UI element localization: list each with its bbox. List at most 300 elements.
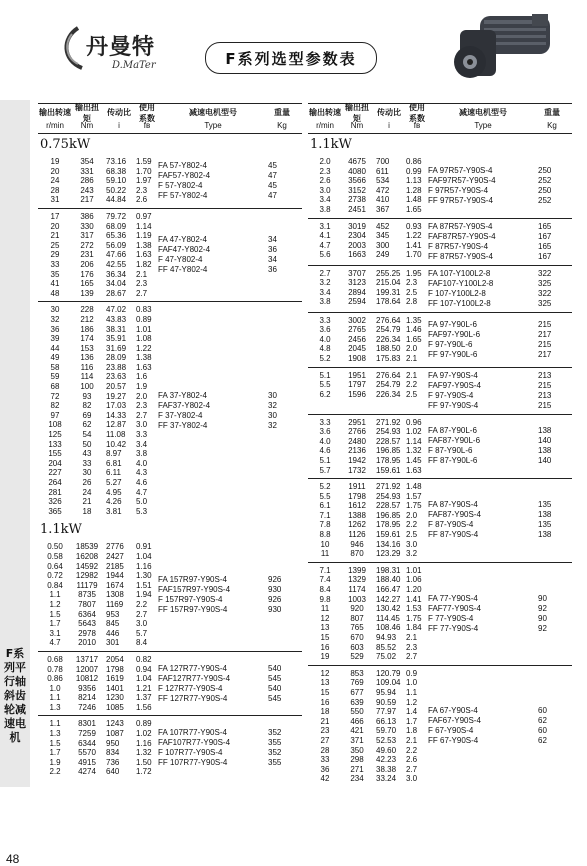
motor-row [158, 748, 296, 758]
motor-row [428, 289, 566, 299]
cell-torque: 116 [80, 362, 94, 372]
cell-speed: 0.68 [47, 654, 63, 664]
motor-row [158, 421, 296, 431]
cell-ratio: 611 [376, 166, 389, 176]
cell-ratio: 1085 [106, 702, 124, 712]
cell-torque: 2766 [348, 427, 366, 437]
motor-type: F 127R77-Y90S-4 [158, 683, 223, 693]
cell-ratio: 700 [376, 157, 390, 166]
cell-speed: 1.2 [49, 599, 61, 609]
cell-speed: 1.1 [49, 719, 61, 729]
cell-factor: 4.3 [136, 468, 148, 478]
cell-ratio: 1308 [106, 590, 124, 600]
col-factor [406, 222, 428, 262]
cell-ratio: 271.92 [376, 482, 401, 492]
motor-weight: 165 [538, 241, 552, 251]
cell-ratio: 85.52 [376, 642, 397, 652]
motor-type: FF 47-Y802-4 [158, 265, 208, 275]
col-torque [72, 542, 102, 648]
cell-speed: 13 [320, 678, 330, 688]
motor-weight: 62 [538, 736, 547, 746]
power-section [38, 134, 302, 519]
motor-list [428, 371, 566, 411]
cell-torque: 114 [80, 372, 94, 382]
cell-torque: 8301 [78, 719, 96, 729]
cell-factor: 8.4 [136, 638, 148, 648]
cell-ratio: 130.42 [376, 604, 401, 614]
cell-torque: 2010 [78, 638, 96, 648]
motor-list [428, 482, 566, 559]
cell-ratio: 120.79 [376, 668, 401, 678]
cell-torque: 421 [350, 726, 364, 736]
cell-torque: 6364 [78, 609, 96, 619]
motor-type: FAF97R57-Y90S-4 [428, 175, 496, 185]
model-group [38, 651, 302, 716]
header-motor: 减速电机型号 [459, 108, 507, 117]
motor-weight: 322 [538, 268, 552, 278]
motor-type: FAF107R77-Y90S-4 [158, 738, 231, 748]
cell-factor: 1.37 [136, 693, 152, 703]
col-torque [342, 157, 372, 215]
cell-speed: 5.1 [319, 370, 331, 380]
model-group [308, 478, 572, 562]
cell-factor: 2.1 [406, 370, 418, 380]
cell-speed: 4.0 [319, 334, 331, 344]
cell-ratio: 254.93 [376, 491, 401, 501]
motor-row [428, 330, 566, 340]
cell-ratio: 446 [106, 628, 120, 638]
cell-ratio: 36.34 [106, 269, 127, 279]
cell-ratio: 108.46 [376, 623, 401, 633]
motor-type: F 87-Y90L-6 [428, 446, 473, 456]
cell-torque: 3019 [348, 221, 366, 231]
cell-torque: 165 [80, 279, 94, 289]
cell-speed: 59 [50, 372, 60, 382]
motor-row [428, 232, 566, 242]
cell-torque: 7807 [78, 599, 96, 609]
motor-type: FAF107-Y100L2-8 [428, 278, 494, 288]
motor-weight: 213 [538, 370, 552, 380]
motor-type: FA 57-Y802-4 [158, 160, 207, 170]
cell-ratio: 42.55 [106, 259, 127, 269]
cell-factor: 4.0 [136, 458, 148, 468]
col-factor [406, 316, 428, 364]
motor-weight: 250 [538, 185, 552, 195]
col-factor [406, 418, 428, 476]
cell-speed: 82 [50, 401, 60, 411]
cell-factor: 0.94 [136, 664, 152, 674]
cell-speed: 12 [320, 613, 330, 623]
cell-factor: 1.14 [136, 221, 152, 231]
model-group [308, 665, 572, 787]
cell-torque: 2951 [348, 417, 366, 427]
cell-torque: 386 [80, 211, 94, 221]
cell-torque: 272 [80, 240, 94, 250]
motor-weight: 32 [268, 420, 277, 430]
motor-weight: 140 [538, 456, 552, 466]
cell-speed: 41 [50, 279, 60, 289]
col-speed [38, 157, 72, 205]
cell-torque: 946 [350, 539, 364, 549]
motor-type: F 97-Y90L-6 [428, 339, 473, 349]
cell-speed: 3.6 [319, 427, 331, 437]
cell-factor: 1.41 [406, 240, 422, 250]
cell-factor: 5.0 [136, 497, 148, 507]
brand-name: 丹曼特 [86, 34, 156, 60]
motor-weight: 138 [538, 530, 552, 540]
motor-row [158, 664, 296, 674]
cell-torque: 2480 [348, 436, 366, 446]
cell-torque: 670 [350, 633, 364, 642]
cell-speed: 6.2 [319, 389, 331, 399]
cell-speed: 16 [320, 697, 330, 707]
cell-factor: 2.5 [406, 530, 418, 540]
motor-weight: 47 [268, 190, 277, 200]
cell-speed: 281 [48, 487, 62, 497]
motor-row [428, 176, 566, 186]
motor-row [428, 196, 566, 206]
motor-type: F 77-Y90S-4 [428, 613, 474, 623]
cell-torque: 2304 [348, 231, 366, 241]
cell-factor: 2.3 [406, 278, 418, 288]
motor-weight: 36 [268, 245, 277, 255]
cell-ratio: 3.81 [106, 506, 122, 516]
cell-speed: 11 [320, 549, 330, 559]
header-speed: 输出转速 [309, 108, 341, 117]
header-weight: 重量 [274, 108, 290, 117]
cell-torque: 1908 [348, 353, 366, 363]
cell-factor: 1.9 [136, 382, 148, 392]
motor-weight: 540 [268, 663, 282, 673]
cell-speed: 264 [48, 478, 62, 487]
col-ratio [372, 669, 406, 784]
cell-factor: 0.89 [136, 719, 152, 729]
cell-torque: 6344 [78, 738, 96, 748]
cell-factor: 2.2 [406, 745, 418, 755]
cell-factor: 2.2 [406, 520, 418, 530]
page-number: 48 [6, 852, 20, 866]
col-ratio [102, 212, 136, 298]
cell-ratio: 226.34 [376, 334, 401, 344]
motor-type: FF 127R77-Y90S-4 [158, 693, 228, 703]
cell-ratio: 34.04 [106, 279, 127, 289]
cell-torque: 2594 [348, 297, 366, 307]
cell-speed: 15 [320, 687, 330, 697]
cell-torque: 2978 [78, 628, 96, 638]
motor-type: FF 97-Y90S-4 [428, 400, 479, 410]
cell-torque: 186 [80, 324, 94, 334]
cell-speed: 49 [50, 353, 60, 363]
cell-factor: 2.0 [406, 344, 418, 354]
cell-ratio: 2054 [106, 654, 124, 664]
col-ratio [372, 418, 406, 476]
cell-ratio: 142.27 [376, 594, 401, 604]
motor-row [428, 340, 566, 350]
cell-torque: 3123 [348, 278, 366, 288]
power-title: 1.1kW [310, 137, 352, 152]
cell-factor: 1.0 [406, 678, 418, 688]
motor-weight: 45 [268, 180, 277, 190]
cell-speed: 6.1 [319, 501, 331, 511]
cell-speed: 58 [50, 362, 60, 372]
cell-torque: 217 [80, 195, 94, 205]
cell-ratio: 17.03 [106, 401, 127, 411]
brand-logo [60, 20, 190, 76]
cell-factor: 1.45 [406, 455, 422, 465]
cell-torque: 603 [350, 642, 364, 652]
motor-type: FAF37-Y802-4 [158, 400, 211, 410]
motor-list [428, 157, 566, 215]
cell-speed: 1.3 [49, 702, 61, 712]
cell-torque: 4080 [348, 166, 366, 176]
cell-factor: 1.53 [406, 604, 422, 614]
motor-weight: 140 [538, 436, 552, 446]
motor-weight: 92 [538, 623, 547, 633]
motor-row [428, 426, 566, 436]
motor-type: FA 97-Y90L-6 [428, 319, 477, 329]
cell-speed: 12 [320, 668, 330, 678]
motor-weight: 215 [538, 400, 552, 410]
cell-torque: 1388 [348, 510, 366, 520]
cell-torque: 2003 [348, 240, 366, 250]
header-ratio: 传动比 [377, 108, 401, 117]
motor-weight: 138 [538, 426, 552, 436]
motor-row [158, 161, 296, 171]
cell-speed: 18 [320, 707, 330, 717]
motor-type: F 107R77-Y90S-4 [158, 748, 223, 758]
cell-ratio: 367 [376, 204, 390, 214]
model-group [308, 154, 572, 218]
header-labels [308, 102, 572, 123]
cell-speed: 11 [320, 604, 330, 614]
cell-factor: 1.70 [406, 250, 422, 260]
cell-speed: 36 [320, 764, 330, 774]
cell-torque: 1911 [348, 482, 366, 492]
cell-speed: 97 [50, 410, 60, 420]
header-factor: 使用系数 [409, 102, 425, 123]
cell-speed: 1.3 [49, 729, 61, 739]
col-speed [308, 482, 342, 559]
cell-ratio: 166.47 [376, 585, 401, 595]
cell-torque: 136 [80, 353, 94, 363]
header-motor: 减速电机型号 [189, 108, 237, 117]
cell-factor: 2.8 [406, 297, 418, 307]
cell-speed: 133 [48, 439, 62, 449]
motor-type: FAF47-Y802-4 [158, 245, 211, 255]
motor-row [158, 181, 296, 191]
cell-torque: 1663 [348, 250, 366, 260]
cell-factor: 2.7 [136, 609, 148, 619]
cell-ratio: 68.38 [106, 166, 127, 176]
cell-torque: 12007 [75, 664, 99, 674]
cell-speed: 28 [320, 745, 330, 755]
cell-torque: 920 [350, 604, 364, 614]
cell-torque: 4915 [78, 757, 96, 767]
motor-weight: 60 [538, 706, 547, 716]
cell-factor: 1.59 [136, 157, 152, 166]
motor-type: FA 67-Y90S-4 [428, 706, 478, 716]
motor-weight: 90 [538, 613, 547, 623]
cell-torque: 139 [80, 288, 94, 298]
cell-speed: 5.7 [319, 465, 331, 475]
cell-speed: 31 [50, 195, 60, 205]
cell-factor: 0.82 [136, 654, 152, 664]
motor-row [428, 269, 566, 279]
motor-row [158, 738, 296, 748]
model-group [308, 562, 572, 665]
cell-speed: 0.84 [47, 580, 63, 590]
motor-weight: 352 [268, 748, 282, 758]
cell-torque: 331 [80, 166, 94, 176]
cell-ratio: 188.40 [376, 575, 401, 585]
motor-weight: 213 [538, 390, 552, 400]
motor-row [428, 520, 566, 530]
cell-factor: 2.7 [136, 410, 148, 420]
motor-weight: 545 [268, 673, 282, 683]
motor-list [158, 719, 296, 777]
cell-torque: 466 [350, 716, 364, 726]
motor-type: FA 87-Y90S-4 [428, 500, 478, 510]
cell-torque: 10812 [75, 674, 99, 684]
cell-speed: 8.4 [319, 585, 331, 595]
motor-weight: 926 [268, 595, 282, 605]
cell-ratio: 178.95 [376, 520, 401, 530]
motor-row [428, 456, 566, 466]
cell-speed: 1.9 [49, 757, 61, 767]
cell-speed: 25 [50, 240, 60, 250]
cell-ratio: 43.83 [106, 314, 127, 324]
cell-torque: 2765 [348, 325, 366, 335]
col-speed [308, 371, 342, 411]
motor-row [158, 191, 296, 201]
motor-row [428, 166, 566, 176]
header-torque: 输出扭矩 [75, 102, 99, 123]
cell-torque: 5570 [78, 748, 96, 758]
cell-factor: 2.0 [136, 391, 148, 401]
cell-torque: 14592 [75, 561, 99, 571]
motor-weight: 45 [268, 160, 277, 170]
cell-torque: 12982 [75, 571, 99, 581]
motor-row [158, 595, 296, 605]
cell-factor: 2.1 [136, 269, 148, 279]
cell-ratio: 199.31 [376, 287, 401, 297]
cell-speed: 30 [50, 305, 60, 315]
cell-ratio: 56.09 [106, 240, 127, 250]
col-torque [72, 212, 102, 298]
model-group [308, 312, 572, 367]
motor-list [158, 212, 296, 298]
cell-ratio: 23.88 [106, 362, 127, 372]
cell-factor: 1.08 [136, 334, 152, 344]
cell-factor: 1.6 [136, 372, 148, 382]
cell-ratio: 65.36 [106, 231, 127, 241]
cell-factor: 1.06 [406, 575, 422, 585]
cell-speed: 2.7 [319, 268, 331, 278]
motor-row [428, 706, 566, 716]
cell-speed: 19 [320, 652, 330, 662]
cell-ratio: 123.29 [376, 549, 401, 559]
motor-weight: 167 [538, 251, 552, 261]
cell-factor: 3.4 [136, 439, 148, 449]
cell-ratio: 228.57 [376, 501, 401, 511]
cell-ratio: 1243 [106, 719, 124, 729]
col-ratio [372, 269, 406, 309]
cell-factor: 2.7 [406, 764, 418, 774]
cell-factor: 0.9 [406, 668, 418, 678]
cell-torque: 231 [80, 250, 94, 260]
right-column [308, 103, 572, 787]
cell-factor: 1.7 [406, 716, 418, 726]
col-ratio [372, 371, 406, 411]
col-speed [308, 269, 342, 309]
power-section [38, 519, 302, 780]
cell-factor: 3.0 [136, 619, 148, 629]
cell-speed: 7.1 [319, 565, 331, 575]
motor-weight: 60 [538, 726, 547, 736]
cell-factor: 1.22 [406, 231, 422, 241]
cell-torque: 1951 [348, 370, 366, 380]
cell-factor: 1.82 [136, 259, 152, 269]
model-group [308, 218, 572, 265]
cell-ratio: 950 [106, 738, 120, 748]
motor-type: FA 47-Y802-4 [158, 235, 207, 245]
col-factor [136, 212, 158, 298]
motor-type: FA 37-Y802-4 [158, 390, 207, 400]
cell-torque: 2738 [348, 195, 366, 205]
cell-speed: 227 [48, 468, 62, 478]
cell-factor: 3.0 [406, 774, 418, 784]
cell-torque: 100 [80, 382, 94, 392]
cell-factor: 4.7 [136, 487, 148, 497]
cell-torque: 153 [80, 343, 94, 353]
motor-row [428, 186, 566, 196]
cell-factor: 1.02 [406, 427, 422, 437]
cell-speed: 23 [320, 726, 330, 736]
motor-type: FAF97-Y90S-4 [428, 380, 481, 390]
cell-factor: 4.6 [136, 478, 148, 487]
cell-speed: 7.4 [319, 575, 331, 585]
cell-factor: 1.14 [406, 436, 422, 446]
motor-weight: 930 [268, 585, 282, 595]
cell-ratio: 95.94 [376, 687, 397, 697]
cell-factor: 1.46 [406, 325, 422, 335]
col-factor [406, 669, 428, 784]
unit-speed: r/min [46, 121, 64, 130]
cell-torque: 26 [82, 478, 92, 487]
col-speed [308, 566, 342, 662]
cell-ratio: 11.08 [106, 430, 126, 440]
cell-factor: 1.30 [136, 571, 152, 581]
cell-speed: 155 [48, 449, 62, 459]
cell-ratio: 23.63 [106, 372, 127, 382]
cell-torque: 8735 [78, 590, 96, 600]
cell-factor: 0.97 [136, 211, 152, 221]
col-ratio [372, 482, 406, 559]
cell-torque: 354 [80, 157, 94, 166]
motor-weight: 325 [538, 298, 552, 308]
motor-list [158, 305, 296, 516]
col-ratio [372, 157, 406, 215]
cell-factor: 2.0 [406, 510, 418, 520]
cell-torque: 350 [350, 745, 364, 755]
cell-speed: 17 [50, 211, 60, 221]
cell-torque: 317 [80, 231, 94, 241]
col-speed [308, 222, 342, 262]
cell-ratio: 249 [376, 250, 390, 260]
cell-factor: 1.20 [406, 585, 422, 595]
power-title: 1.1kW [40, 522, 82, 538]
unit-motor: Type [204, 121, 222, 130]
